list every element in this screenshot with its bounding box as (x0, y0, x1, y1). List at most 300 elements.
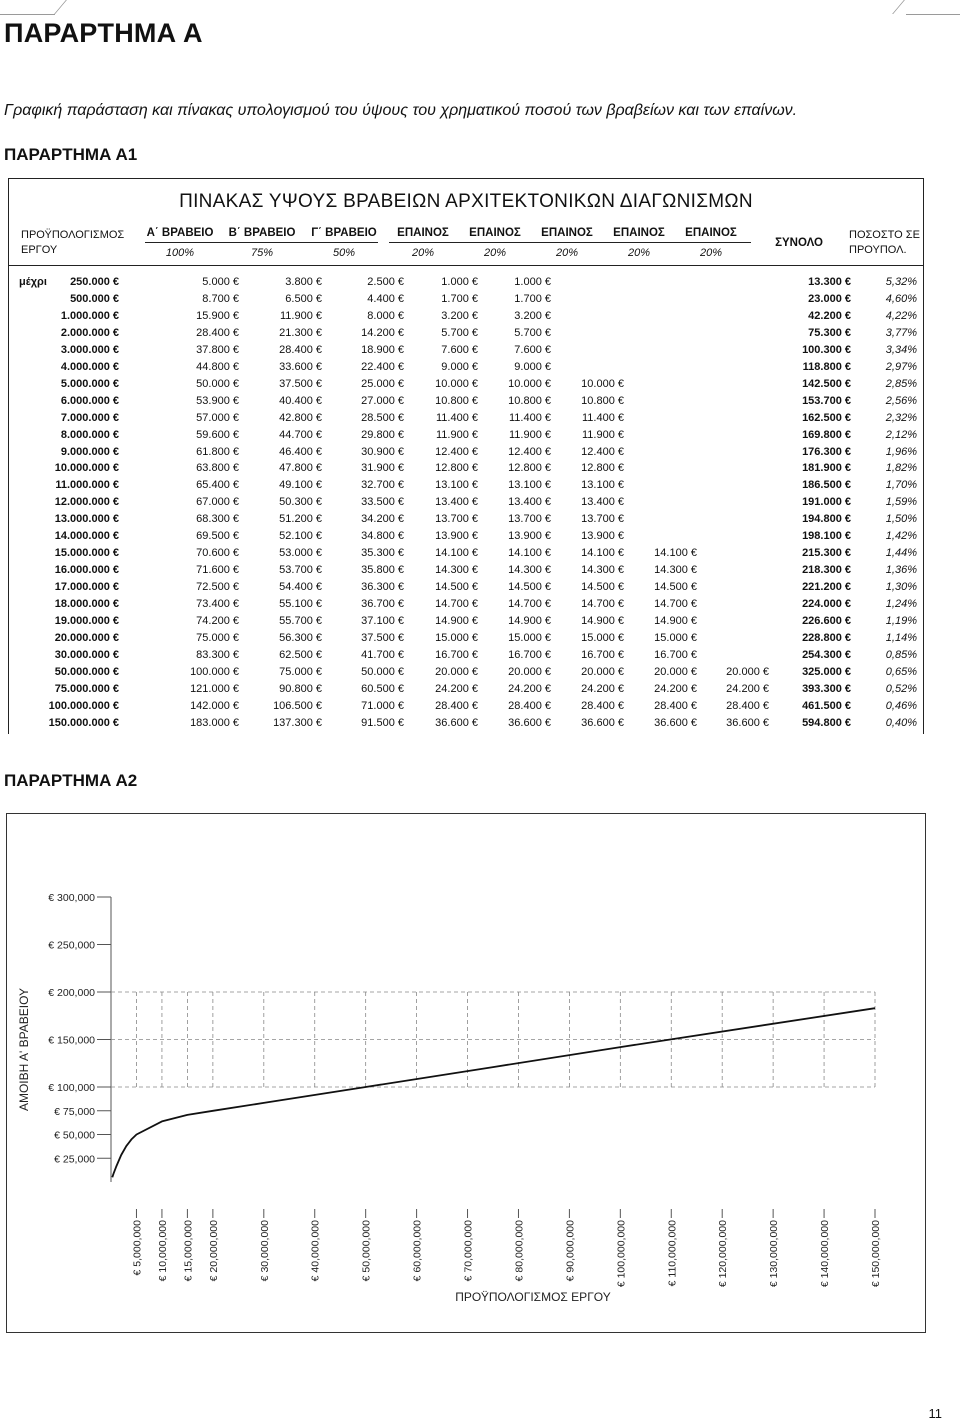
cell-e1: 14.700 € (435, 598, 478, 611)
x-tick-label: € 80,000,000 (513, 1220, 526, 1282)
cell-e2: 13.900 € (508, 530, 551, 543)
cell-e1: 36.600 € (435, 716, 478, 729)
y-axis-label: ΑΜΟΙΒΗ Α' ΒΡΑΒΕΙΟΥ (17, 987, 31, 1112)
cell-e2: 14.700 € (508, 598, 551, 611)
cell-total: 254.300 € (802, 648, 851, 661)
pct-award-2: 75% (250, 247, 274, 259)
cell-total: 153.700 € (802, 394, 851, 407)
cell-e4: 14.900 € (654, 615, 697, 627)
cell-a2: 28.400 € (279, 343, 322, 356)
cell-a2: 11.900 € (279, 309, 322, 322)
header-commendation-1: ΕΠΑΙΝΟΣ (397, 227, 449, 239)
cell-e1: 12.400 € (435, 445, 478, 458)
cell-total: 118.800 € (802, 360, 851, 373)
award-chart (7, 814, 925, 1332)
cell-a1: 44.800 € (196, 360, 239, 373)
cell-a1: 37.800 € (196, 343, 239, 356)
cell-total: 393.300 € (802, 682, 851, 695)
cell-a2: 53.000 € (279, 547, 322, 560)
row-prefix: μέχρι (19, 276, 47, 288)
cell-e2: 20.000 € (508, 665, 551, 678)
cell-a1: 83.300 € (196, 648, 239, 661)
cell-e3: 11.900 € (581, 428, 624, 441)
x-tick-label: € 10,000,000 (156, 1220, 169, 1282)
cell-a3: 33.500 € (361, 496, 404, 509)
cell-budget: 19.000.000 € (54, 615, 119, 627)
cell-a2: 62.500 € (279, 648, 322, 661)
cell-e3: 14.900 € (581, 615, 624, 627)
table-row (9, 666, 923, 683)
cell-budget: 16.000.000 € (54, 564, 119, 577)
cell-a2: 51.200 € (279, 513, 322, 526)
cell-total: 194.800 € (802, 513, 851, 526)
cell-a2: 44.700 € (279, 428, 322, 441)
cell-e1: 14.300 € (435, 564, 478, 577)
cell-e4: 16.700 € (654, 648, 697, 661)
cell-e1: 1.000 € (441, 276, 478, 288)
cell-e4: 14.100 € (654, 547, 697, 560)
table-row (9, 615, 923, 632)
y-tick-label: € 300,000 (48, 892, 95, 904)
cell-budget: 100.000.000 € (48, 699, 119, 712)
x-tick-label: € 30,000,000 (258, 1220, 271, 1282)
header-rule-commendations (389, 242, 751, 243)
cell-a1: 121.000 € (190, 682, 239, 695)
cell-e1: 13.100 € (435, 479, 478, 492)
cell-a2: 90.800 € (279, 682, 322, 695)
page-number: 11 (928, 1406, 942, 1421)
cell-e4: 24.200 € (654, 682, 697, 695)
cell-a1: 183.000 € (190, 716, 239, 729)
cell-a3: 18.900 € (361, 343, 404, 356)
cell-budget: 10.000.000 € (54, 462, 119, 475)
cell-a2: 49.100 € (279, 479, 322, 492)
cell-pct: 1,42% (885, 530, 917, 543)
cell-budget: 13.000.000 € (54, 513, 119, 526)
cell-pct: 1,44% (885, 547, 917, 560)
cell-e3: 24.200 € (581, 682, 624, 695)
cell-e2: 10.800 € (508, 394, 551, 407)
table-row (9, 327, 923, 344)
x-tick-label: € 130,000,000 (768, 1220, 781, 1288)
pct-commendation-5: 20% (699, 247, 723, 259)
cell-total: 169.800 € (802, 428, 851, 441)
cell-a2: 21.300 € (279, 326, 322, 339)
cell-total: 228.800 € (802, 631, 851, 644)
cell-a1: 75.000 € (196, 631, 239, 644)
cell-e3: 16.700 € (581, 648, 624, 661)
cell-a3: 50.000 € (361, 665, 404, 678)
cell-total: 198.100 € (802, 530, 851, 543)
cell-a3: 30.900 € (361, 445, 404, 458)
cell-e3: 10.800 € (581, 394, 624, 407)
cell-a2: 137.300 € (273, 716, 322, 729)
cell-budget: 150.000.000 € (48, 716, 119, 729)
cell-a2: 3.800 € (285, 276, 322, 288)
corner-tick-left (54, 0, 67, 14)
cell-total: 100.300 € (802, 343, 851, 356)
cell-pct: 1,14% (885, 631, 917, 644)
cell-budget: 12.000.000 € (54, 496, 119, 509)
y-tick-label: € 75,000 (54, 1105, 95, 1118)
y-tick-label: € 250,000 (48, 939, 95, 952)
cell-total: 75.300 € (808, 326, 851, 339)
cell-a3: 37.100 € (361, 615, 404, 627)
cell-e2: 28.400 € (508, 699, 551, 712)
pct-commendation-4: 20% (627, 247, 651, 259)
page-title: ΠΑΡΑΡΤΗΜΑ Α (4, 18, 203, 48)
x-tick-label: € 15,000,000 (182, 1220, 195, 1282)
cell-total: 218.300 € (802, 564, 851, 577)
cell-a3: 36.700 € (361, 598, 404, 611)
cell-total: 42.200 € (808, 309, 851, 322)
cell-a1: 71.600 € (196, 564, 239, 577)
cell-pct: 0,65% (885, 665, 917, 678)
cell-e4: 36.600 € (654, 716, 697, 729)
cell-a2: 75.000 € (279, 665, 322, 678)
cell-a2: 6.500 € (285, 292, 322, 305)
x-tick-label: € 120,000,000 (717, 1220, 730, 1288)
cell-e5: 28.400 € (726, 699, 769, 712)
cell-a1: 8.700 € (202, 292, 239, 305)
cell-a3: 2.500 € (367, 276, 404, 288)
cell-a1: 5.000 € (202, 276, 239, 288)
x-tick-label: € 100,000,000 (615, 1220, 628, 1288)
cell-e2: 16.700 € (508, 648, 551, 661)
cell-e1: 11.400 € (435, 411, 478, 424)
header-commendation-2: ΕΠΑΙΝΟΣ (469, 227, 521, 239)
cell-a1: 70.600 € (196, 547, 239, 560)
cell-budget: 50.000.000 € (54, 665, 119, 678)
cell-a3: 37.500 € (361, 631, 404, 644)
cell-total: 176.300 € (802, 445, 851, 458)
cell-a3: 36.300 € (361, 581, 404, 594)
cell-a1: 73.400 € (196, 598, 239, 611)
cell-e1: 13.700 € (435, 513, 478, 526)
cell-total: 181.900 € (802, 462, 851, 475)
cell-budget: 17.000.000 € (54, 581, 119, 594)
cell-a2: 50.300 € (279, 496, 322, 509)
cell-a3: 22.400 € (361, 360, 404, 373)
table-row (9, 378, 923, 395)
cell-e2: 36.600 € (508, 716, 551, 729)
cell-a2: 40.400 € (279, 394, 322, 407)
cell-budget: 1.000.000 € (60, 309, 119, 322)
cell-e1: 14.900 € (435, 615, 478, 627)
cell-e1: 12.800 € (435, 462, 478, 475)
pct-commendation-3: 20% (555, 247, 579, 259)
corner-decoration-left (0, 0, 55, 15)
cell-e1: 13.400 € (435, 496, 478, 509)
cell-e2: 1.000 € (514, 276, 551, 288)
cell-a1: 59.600 € (196, 428, 239, 441)
cell-budget: 8.000.000 € (60, 428, 119, 441)
cell-budget: 11.000.000 € (55, 479, 119, 492)
cell-a2: 55.700 € (279, 615, 322, 627)
cell-e1: 28.400 € (435, 699, 478, 712)
x-tick-label: € 150,000,000 (870, 1220, 882, 1288)
cell-e4: 28.400 € (654, 699, 697, 712)
table-row (9, 530, 923, 547)
cell-e1: 14.500 € (435, 581, 478, 594)
cell-e1: 3.200 € (441, 309, 478, 322)
pct-award-1: 100% (165, 247, 195, 259)
pct-commendation-2: 20% (483, 247, 507, 259)
cell-a3: 27.000 € (361, 394, 404, 407)
corner-decoration-right (906, 0, 960, 15)
cell-a1: 72.500 € (196, 581, 239, 594)
y-tick-label: € 200,000 (48, 987, 95, 999)
cell-total: 13.300 € (808, 276, 851, 288)
x-tick-label: € 140,000,000 (819, 1220, 832, 1288)
table-row (9, 446, 923, 463)
cell-total: 186.500 € (802, 479, 851, 492)
table-row (9, 310, 923, 327)
cell-pct: 1,36% (885, 564, 917, 577)
x-tick-label: € 70,000,000 (462, 1220, 475, 1282)
cell-e4: 20.000 € (654, 665, 697, 678)
cell-a3: 14.200 € (361, 326, 404, 339)
table-row (9, 700, 923, 717)
x-tick-label: € 20,000,000 (207, 1220, 220, 1282)
cell-e2: 12.800 € (508, 462, 551, 475)
cell-a1: 100.000 € (190, 665, 239, 678)
cell-a2: 53.700 € (279, 564, 322, 577)
cell-e3: 15.000 € (581, 631, 624, 644)
cell-a2: 46.400 € (279, 445, 322, 458)
cell-e3: 13.700 € (581, 513, 624, 526)
section-a2-heading: ΠΑΡΑΡΤΗΜΑ Α2 (4, 771, 138, 790)
cell-e3: 20.000 € (581, 665, 624, 678)
table-row (9, 429, 923, 446)
cell-pct: 0,40% (885, 716, 917, 729)
cell-a3: 32.700 € (361, 479, 404, 492)
cell-a2: 56.300 € (279, 631, 322, 644)
cell-a3: 8.000 € (367, 309, 404, 322)
cell-e3: 12.400 € (581, 445, 624, 458)
x-tick-label: € 110,000,000 (666, 1220, 679, 1287)
cell-e1: 13.900 € (435, 530, 478, 543)
table-row (9, 344, 923, 361)
cell-e1: 9.000 € (441, 360, 478, 373)
cell-a3: 41.700 € (361, 648, 404, 661)
cell-e2: 14.300 € (508, 564, 551, 577)
cell-pct: 2,97% (885, 360, 917, 373)
table-row (9, 462, 923, 479)
cell-a1: 69.500 € (196, 530, 239, 543)
table-title: ΠΙΝΑΚΑΣ ΥΨΟΥΣ ΒΡΑΒΕΙΩΝ ΑΡΧΙΤΕΚΤΟΝΙΚΩΝ ΔΙΑΓΩΝΙΣΜΩΝ (179, 191, 753, 212)
table-row (9, 547, 923, 564)
cell-a1: 67.000 € (196, 496, 239, 509)
cell-e2: 13.400 € (508, 496, 551, 509)
cell-e2: 15.000 € (508, 631, 551, 644)
cell-e3: 14.700 € (581, 598, 624, 611)
cell-a1: 15.900 € (196, 309, 239, 322)
cell-e2: 1.700 € (514, 292, 551, 305)
cell-pct: 0,46% (885, 699, 917, 712)
cell-e1: 15.000 € (435, 631, 478, 644)
cell-pct: 4,60% (885, 292, 917, 305)
cell-a1: 61.800 € (196, 445, 239, 458)
cell-e1: 14.100 € (435, 547, 478, 560)
cell-e2: 13.700 € (508, 513, 551, 526)
cell-e1: 5.700 € (441, 326, 478, 339)
cell-e3: 14.100 € (581, 547, 624, 560)
x-tick-label: € 5,000,000 (131, 1220, 144, 1276)
header-commendation-4: ΕΠΑΙΝΟΣ (613, 227, 665, 239)
cell-pct: 1,50% (885, 513, 917, 526)
percent-header-line2: ΠΡΟΥΠΟΛ. (849, 244, 907, 256)
x-tick-label: € 50,000,000 (360, 1220, 373, 1282)
table-row (9, 513, 923, 530)
y-tick-label: € 150,000 (48, 1034, 95, 1047)
intro-text: Γραφική παράσταση και πίνακας υπολογισμού του ύψους του χρηματικού ποσού των βραβείων και των επαίνων. (4, 102, 798, 119)
header-commendation-3: ΕΠΑΙΝΟΣ (541, 227, 593, 239)
cell-budget: 14.000.000 € (54, 530, 119, 543)
cell-e2: 24.200 € (508, 682, 551, 695)
cell-total: 221.200 € (802, 581, 851, 594)
cell-budget: 500.000 € (70, 292, 119, 305)
table-row (9, 649, 923, 666)
y-tick-label: € 50,000 (54, 1129, 95, 1142)
cell-total: 23.000 € (808, 292, 851, 305)
cell-a1: 65.400 € (196, 479, 239, 492)
cell-pct: 1,30% (885, 581, 917, 594)
cell-e3: 13.100 € (581, 479, 624, 492)
pct-commendation-1: 20% (411, 247, 435, 259)
cell-total: 325.000 € (802, 665, 851, 678)
cell-e2: 5.700 € (514, 326, 551, 339)
cell-a3: 34.200 € (361, 513, 404, 526)
cell-e2: 11.900 € (508, 428, 551, 441)
table-row (9, 581, 923, 598)
table-row (9, 479, 923, 496)
cell-a1: 63.800 € (196, 462, 239, 475)
table-row (9, 564, 923, 581)
x-tick-label: € 90,000,000 (564, 1220, 577, 1282)
cell-budget: 5.000.000 € (60, 377, 119, 390)
cell-e1: 7.600 € (441, 343, 478, 356)
cell-budget: 20.000.000 € (54, 631, 119, 644)
cell-pct: 1,70% (885, 479, 917, 492)
cell-a2: 106.500 € (273, 699, 322, 712)
cell-a1: 142.000 € (190, 699, 239, 712)
cell-e2: 12.400 € (508, 445, 551, 458)
cell-e2: 9.000 € (514, 360, 551, 373)
cell-a1: 28.400 € (196, 326, 239, 339)
cell-a3: 25.000 € (361, 377, 404, 390)
cell-e1: 11.900 € (435, 428, 478, 441)
cell-pct: 2,32% (885, 411, 917, 424)
cell-e3: 12.800 € (581, 462, 624, 475)
cell-a2: 55.100 € (279, 598, 322, 611)
cell-a2: 47.800 € (279, 462, 322, 475)
cell-budget: 6.000.000 € (60, 394, 119, 407)
cell-a3: 29.800 € (361, 428, 404, 441)
cell-a1: 50.000 € (196, 377, 239, 390)
y-tick-label: € 100,000 (48, 1082, 95, 1094)
cell-pct: 3,77% (885, 326, 917, 339)
cell-e1: 16.700 € (435, 648, 478, 661)
cell-pct: 3,34% (885, 343, 917, 356)
table-row (9, 293, 923, 310)
chart-frame (6, 813, 926, 1333)
cell-e4: 14.700 € (654, 598, 697, 611)
cell-e5: 20.000 € (726, 665, 769, 678)
cell-a1: 53.900 € (196, 394, 239, 407)
cell-total: 461.500 € (802, 699, 851, 712)
cell-e3: 36.600 € (581, 716, 624, 729)
corner-tick-right (892, 0, 905, 14)
cell-total: 142.500 € (802, 377, 851, 390)
cell-a3: 4.400 € (367, 292, 404, 305)
header-award-2: Β΄ ΒΡΑΒΕΙΟ (228, 227, 296, 239)
cell-budget: 4.000.000 € (60, 360, 119, 373)
cell-pct: 1,82% (885, 462, 917, 475)
cell-a3: 28.500 € (361, 411, 404, 424)
table-row (9, 632, 923, 649)
table-row (9, 395, 923, 412)
award-table (8, 178, 924, 734)
table-row (9, 717, 923, 734)
cell-a3: 91.500 € (361, 716, 404, 729)
pct-award-3: 50% (332, 247, 356, 259)
cell-pct: 2,56% (885, 394, 917, 407)
series-line (112, 1008, 875, 1177)
cell-a2: 37.500 € (279, 377, 322, 390)
cell-budget: 30.000.000 € (54, 648, 119, 661)
cell-e2: 13.100 € (508, 479, 551, 492)
cell-e1: 24.200 € (435, 682, 478, 695)
cell-e3: 28.400 € (581, 699, 624, 712)
cell-pct: 2,85% (885, 377, 917, 390)
cell-pct: 0,85% (885, 648, 917, 661)
cell-e5: 36.600 € (726, 716, 769, 729)
cell-e3: 13.900 € (581, 530, 624, 543)
cell-e3: 14.300 € (581, 564, 624, 577)
cell-a1: 57.000 € (196, 411, 239, 424)
budget-header-line2: ΕΡΓΟΥ (21, 244, 58, 256)
cell-budget: 18.000.000 € (54, 598, 119, 611)
header-award-3: Γ΄ ΒΡΑΒΕΙΟ (311, 227, 377, 239)
cell-e2: 14.100 € (508, 547, 551, 560)
header-commendation-5: ΕΠΑΙΝΟΣ (685, 227, 737, 239)
cell-a3: 31.900 € (361, 462, 404, 475)
table-row (9, 361, 923, 378)
cell-a1: 74.200 € (196, 615, 239, 627)
cell-total: 224.000 € (802, 598, 851, 611)
cell-e4: 15.000 € (654, 631, 697, 644)
cell-pct: 1,96% (885, 445, 917, 458)
cell-budget: 15.000.000 € (54, 547, 119, 560)
cell-budget: 75.000.000 € (54, 682, 119, 695)
x-axis-label: ΠΡΟΫΠΟΛΟΓΙΣΜΟΣ ΕΡΓΟΥ (455, 1290, 611, 1304)
cell-a2: 33.600 € (279, 360, 322, 373)
cell-a3: 60.500 € (361, 682, 404, 695)
cell-a2: 42.800 € (279, 411, 322, 424)
cell-a2: 52.100 € (279, 530, 322, 543)
cell-a3: 35.800 € (361, 564, 404, 577)
cell-total: 162.500 € (802, 411, 851, 424)
budget-header-line1: ΠΡΟΫΠΟΛΟΓΙΣΜΟΣ (21, 229, 125, 241)
cell-e2: 11.400 € (508, 411, 551, 424)
cell-total: 191.000 € (802, 496, 851, 509)
cell-e2: 7.600 € (514, 343, 551, 356)
cell-e1: 10.000 € (435, 377, 478, 390)
cell-e1: 20.000 € (435, 665, 478, 678)
cell-e1: 1.700 € (441, 292, 478, 305)
cell-pct: 2,12% (885, 428, 917, 441)
